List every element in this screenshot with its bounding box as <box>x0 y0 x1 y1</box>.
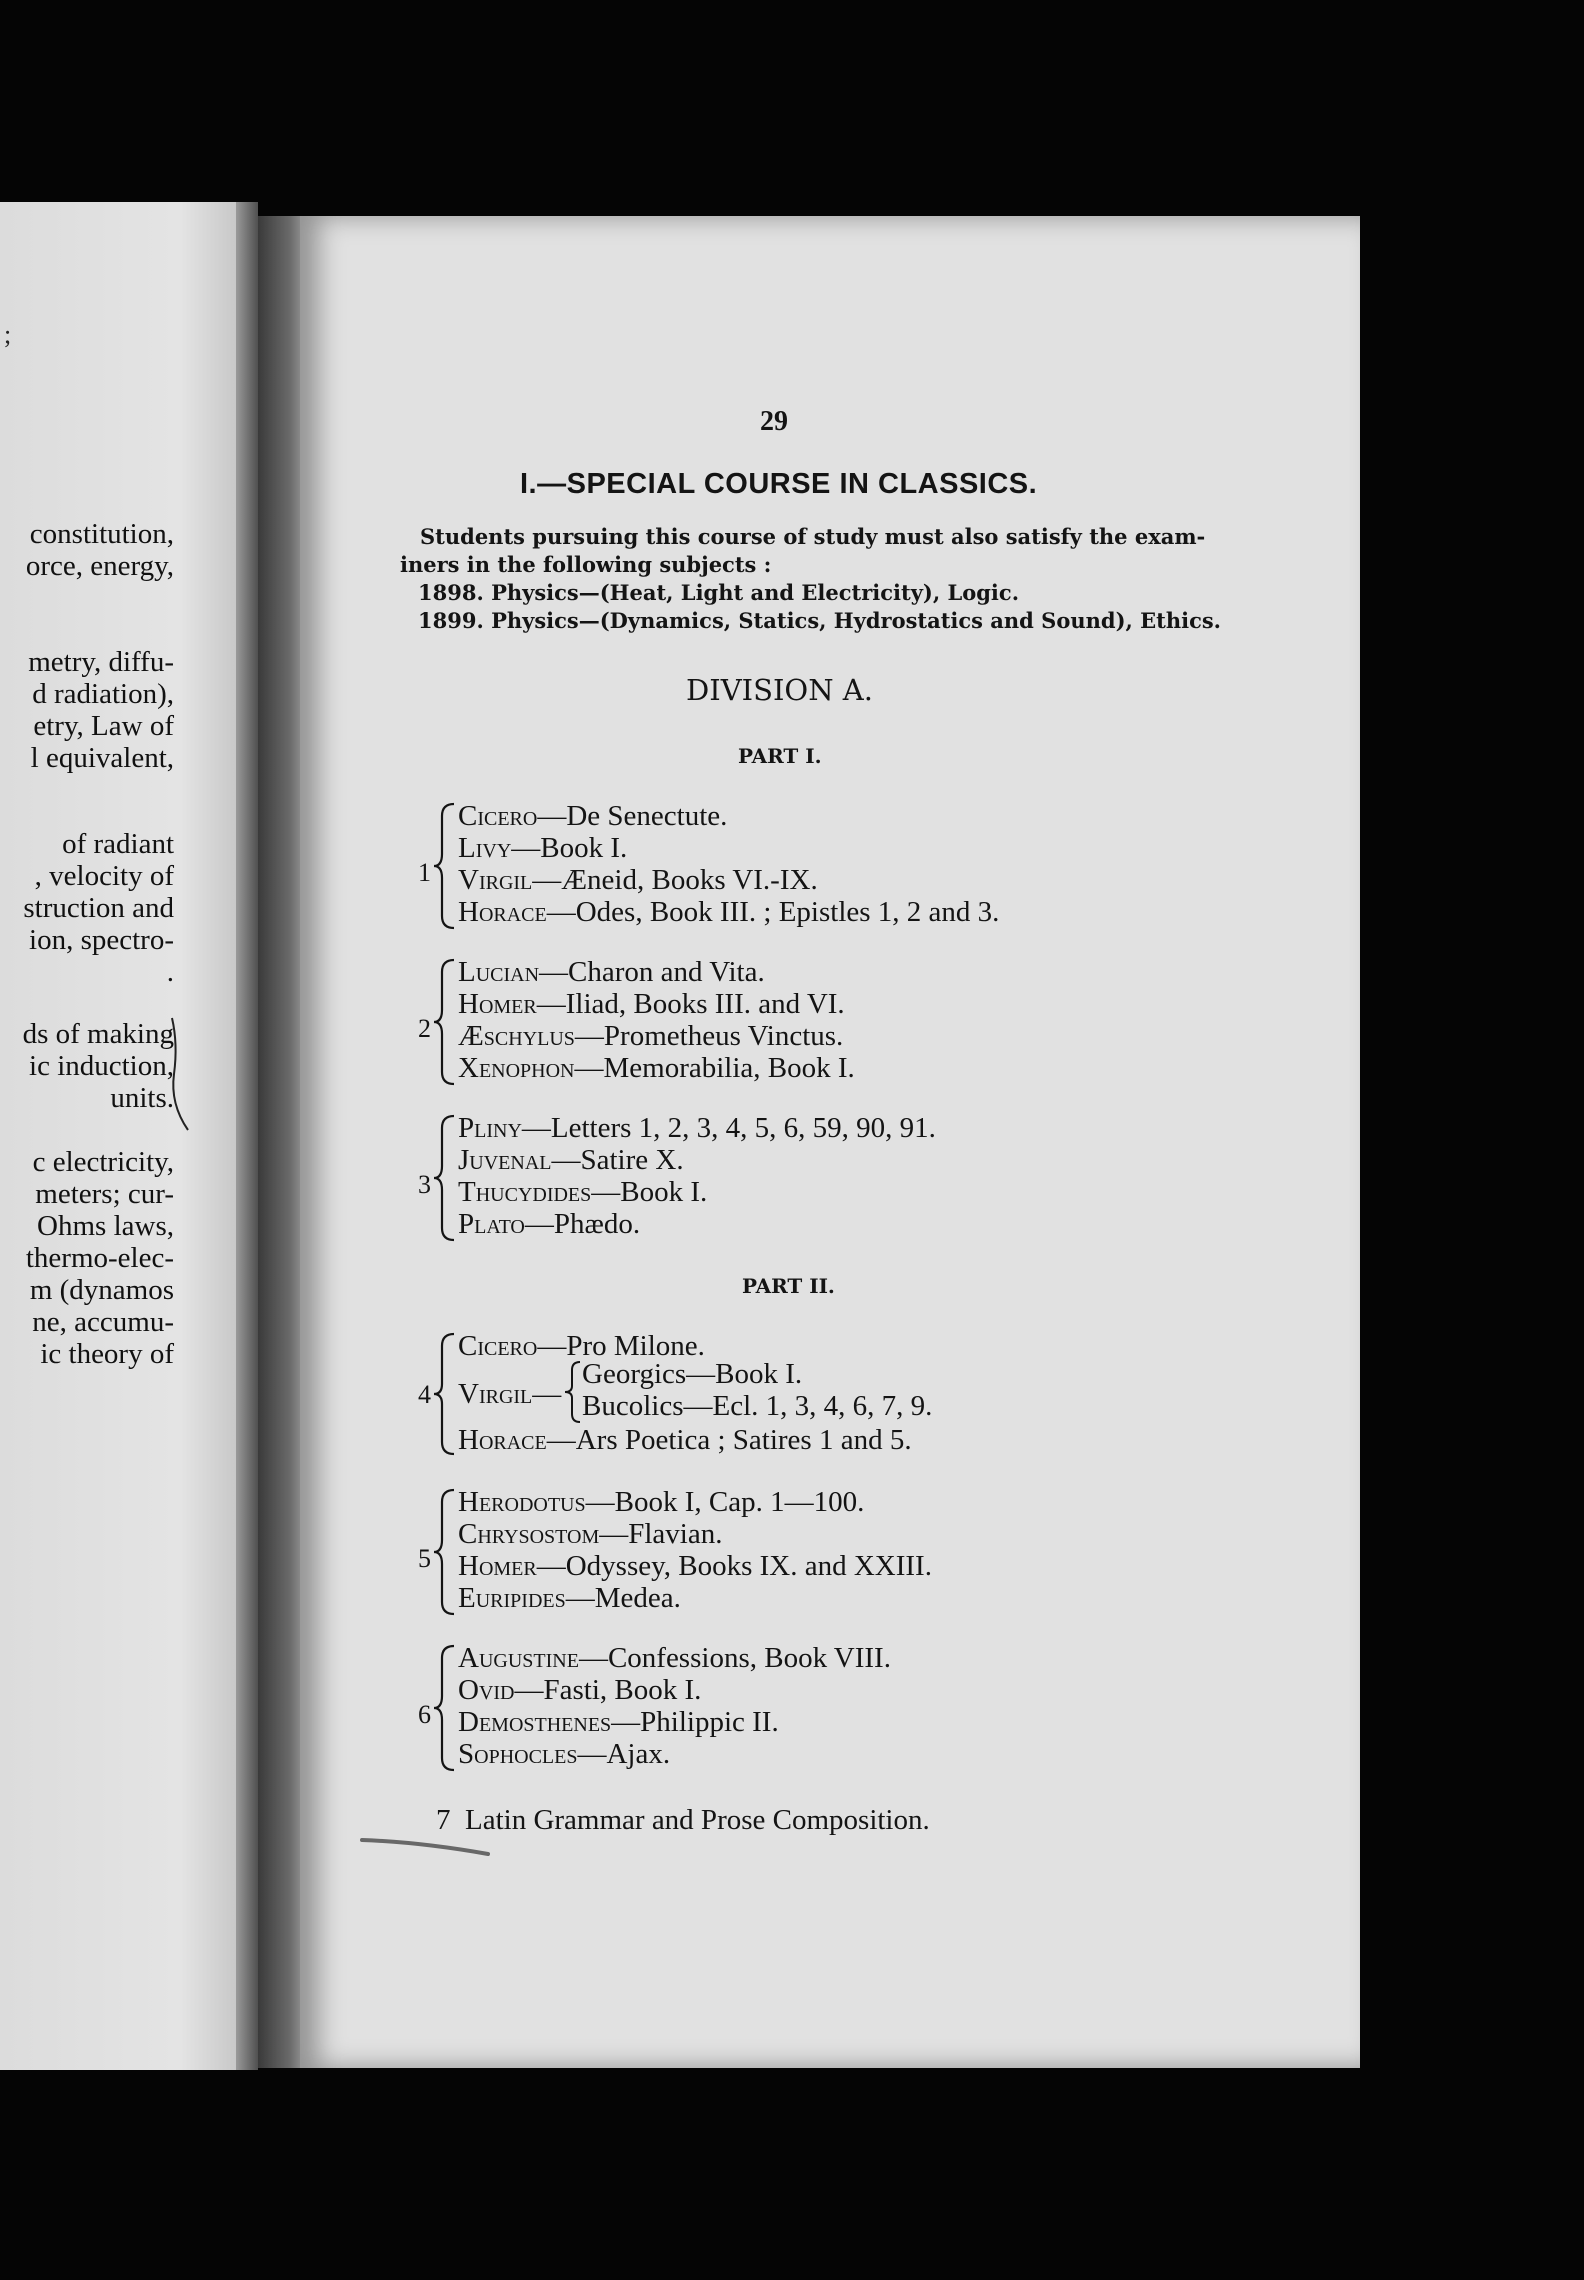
work-title: —Fasti, Book I. <box>514 1674 702 1706</box>
left-page-line: ic induction, <box>29 1050 174 1082</box>
left-page-line: etry, Law of <box>33 710 174 742</box>
left-brace <box>430 802 458 930</box>
previous-page <box>0 202 258 2070</box>
left-page-gutter <box>236 202 258 2070</box>
left-page-line: ion, spectro- <box>29 924 174 956</box>
left-brace <box>430 1332 458 1460</box>
work-title: —Iliad, Books III. and VI. <box>536 988 845 1020</box>
left-page-line: orce, energy, <box>25 550 174 582</box>
group-number: 1 <box>418 858 431 887</box>
reading-entry <box>458 1740 670 1769</box>
part-1-heading: PART I. <box>738 744 822 768</box>
work-title: —Confessions, Book VIII. <box>578 1642 891 1674</box>
reading-entry <box>458 1210 640 1239</box>
work-title: —Book I. <box>591 1176 708 1208</box>
group-number: 2 <box>418 1014 431 1043</box>
work-title: —Letters 1, 2, 3, 4, 5, 6, 59, 90, 91. <box>521 1112 936 1144</box>
reading-entry <box>458 1332 705 1361</box>
requirement-1898: 1898. Physics—(Heat, Light and Electricity), Logic. <box>418 580 1020 605</box>
author-name: Virgil <box>458 864 533 896</box>
reading-entry <box>458 1114 936 1143</box>
author-name: Herodotus <box>458 1486 586 1518</box>
left-page-line: units. <box>110 1082 174 1114</box>
group-number: 5 <box>418 1544 431 1573</box>
author-name: Euripides <box>458 1582 566 1614</box>
left-brace <box>430 1488 458 1616</box>
reading-entry <box>458 1054 855 1083</box>
left-brace <box>430 1644 458 1772</box>
item-text: Latin Grammar and Prose Composition. <box>465 1804 930 1836</box>
reading-entry <box>458 1644 891 1673</box>
author-name: Juvenal <box>458 1144 552 1176</box>
reading-entry <box>458 1380 561 1409</box>
reading-entry <box>458 1676 701 1705</box>
left-page-line: . <box>166 956 174 988</box>
reading-entry <box>458 1426 912 1455</box>
work-title: —Odes, Book III. ; Epistles 1, 2 and 3. <box>546 896 1000 928</box>
requirement-1899: 1899. Physics—(Dynamics, Statics, Hydrostatics and Sound), Ethics. <box>418 608 1221 633</box>
margin-bracket-mark <box>166 1014 196 1134</box>
reading-entry <box>458 1178 707 1207</box>
division-heading: DIVISION A. <box>686 673 873 707</box>
work-title: —Ajax. <box>577 1738 671 1770</box>
left-page-line: ds of making <box>22 1018 174 1050</box>
left-page-line: constitution, <box>29 518 174 550</box>
work-title: —Satire X. <box>551 1144 684 1176</box>
author-name: Homer <box>458 988 537 1020</box>
reading-entry <box>458 990 845 1019</box>
intro-text-line-2: iners in the following subjects : <box>400 552 772 577</box>
author-name: Horace <box>458 1424 547 1456</box>
group-number: 3 <box>418 1170 431 1199</box>
virgil-work-bucolics: Bucolics—Ecl. 1, 3, 4, 6, 7, 9. <box>582 1390 933 1422</box>
page-number: 29 <box>760 406 788 437</box>
author-name: Ovid <box>458 1674 515 1706</box>
reading-entry <box>458 866 818 895</box>
left-page-line: metry, diffu- <box>28 646 174 678</box>
work-title: — <box>532 1378 562 1410</box>
work-title: —Philippic II. <box>611 1706 779 1738</box>
author-name: Lucian <box>458 956 540 988</box>
work-title: —Phædo. <box>524 1208 641 1240</box>
left-page-line: d radiation), <box>32 678 174 710</box>
author-name: Horace <box>458 896 547 928</box>
reading-entry <box>458 1584 681 1613</box>
left-page-line: ne, accumu- <box>32 1306 174 1338</box>
left-page-mark: ; <box>4 320 12 349</box>
reading-entry <box>458 1552 932 1581</box>
work-title: —Ars Poetica ; Satires 1 and 5. <box>546 1424 912 1456</box>
left-page-line: , velocity of <box>34 860 174 892</box>
reading-entry <box>458 834 627 863</box>
left-page-line: l equivalent, <box>30 742 174 774</box>
group-number: 4 <box>418 1380 431 1409</box>
ink-smudge-mark <box>360 1834 500 1860</box>
left-page-line: m (dynamos <box>29 1274 174 1306</box>
group-number: 6 <box>418 1700 431 1729</box>
left-page-line: meters; cur- <box>35 1178 174 1210</box>
work-title: —De Senectute. <box>537 800 728 832</box>
left-brace <box>430 1114 458 1242</box>
intro-text-line-1: Students pursuing this course of study must also satisfy the exam- <box>420 524 1206 549</box>
author-name: Sophocles <box>458 1738 578 1770</box>
reading-entry <box>458 958 765 987</box>
author-name: Pliny <box>458 1112 522 1144</box>
author-name: Augustine <box>458 1642 579 1674</box>
work-title: —Flavian. <box>599 1518 723 1550</box>
item-number: 7 <box>436 1804 451 1836</box>
reading-entry <box>458 1708 779 1737</box>
left-page-line: ic theory of <box>40 1338 174 1370</box>
reading-entry <box>458 1022 843 1051</box>
author-name: Demosthenes <box>458 1706 612 1738</box>
left-page-line: of radiant <box>62 828 174 860</box>
page-29 <box>300 216 1360 2068</box>
left-page-line: Ohms laws, <box>37 1210 174 1242</box>
work-title: —Charon and Vita. <box>539 956 765 988</box>
work-title: —Æneid, Books VI.-IX. <box>532 864 818 896</box>
work-title: —Pro Milone. <box>537 1330 705 1362</box>
author-name: Homer <box>458 1550 537 1582</box>
author-name: Xenophon <box>458 1052 575 1084</box>
author-name: Cicero <box>458 800 538 832</box>
part-2-heading: PART II. <box>742 1274 835 1298</box>
reading-entry <box>458 802 727 831</box>
work-title: —Book I. <box>511 832 628 864</box>
sub-brace <box>562 1360 582 1424</box>
reading-entry <box>458 1488 864 1517</box>
reading-entry <box>458 1520 723 1549</box>
left-page-line: struction and <box>23 892 174 924</box>
author-name: Livy <box>458 832 512 864</box>
author-name: Cicero <box>458 1330 538 1362</box>
author-name: Plato <box>458 1208 525 1240</box>
work-title: —Odyssey, Books IX. and XXIII. <box>536 1550 932 1582</box>
course-title: I.—SPECIAL COURSE IN CLASSICS. <box>520 468 1038 500</box>
reading-entry <box>458 1146 684 1175</box>
left-brace <box>430 958 458 1086</box>
author-name: Virgil <box>458 1378 533 1410</box>
work-title: —Book I, Cap. 1—100. <box>585 1486 865 1518</box>
work-title: —Medea. <box>565 1582 681 1614</box>
author-name: Æschylus <box>458 1020 575 1052</box>
reading-entry <box>458 898 999 927</box>
author-name: Thucydides <box>458 1176 592 1208</box>
work-title: —Prometheus Vinctus. <box>574 1020 844 1052</box>
author-name: Chrysostom <box>458 1518 600 1550</box>
virgil-work-georgics: Georgics—Book I. <box>582 1358 803 1390</box>
work-title: —Memorabilia, Book I. <box>574 1052 855 1084</box>
reading-item-7 <box>436 1806 930 1835</box>
left-page-line: thermo-elec- <box>25 1242 174 1274</box>
left-page-line: c electricity, <box>32 1146 174 1178</box>
